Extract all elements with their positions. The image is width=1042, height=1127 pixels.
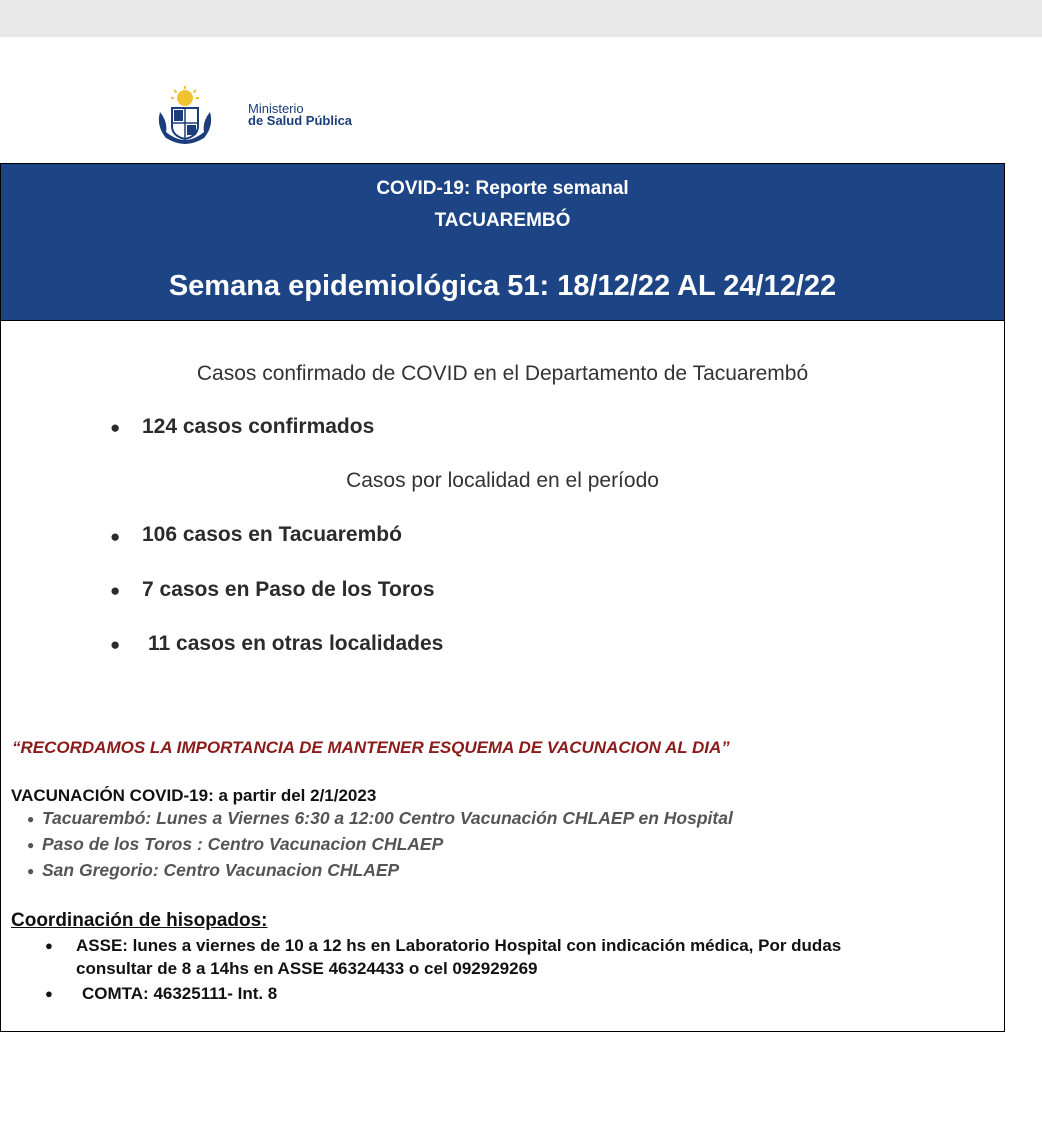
bullet-dot: ● xyxy=(110,527,121,546)
swab-item-line: ASSE: lunes a viernes de 10 a 12 hs en Laboratorio Hospital con indicación médica, Por dudas xyxy=(76,936,842,955)
epidemiological-week: Semana epidemiológica 51: 18/12/22 AL 24/12/22 xyxy=(168,270,837,302)
top-bar xyxy=(0,0,1042,37)
ministry-name xyxy=(248,103,352,127)
total-confirmed: 124 casos confirmados xyxy=(142,415,375,438)
uruguay-coat-of-arms-logo xyxy=(152,86,218,146)
swab-item-line: consultar de 8 a 14hs en ASSE 46324433 o cel 092929269 xyxy=(76,959,538,978)
swab-coordination-title: Coordinación de hisopados: xyxy=(11,910,268,931)
localities-heading: Casos por localidad en el período xyxy=(346,469,659,492)
ministry-line-2: de Salud Pública xyxy=(248,113,353,128)
ministry-line-1: Ministerio xyxy=(248,101,304,116)
bullet-dot: ● xyxy=(27,864,35,878)
swab-item-comta: COMTA: 46325111- Int. 8 xyxy=(82,984,278,1003)
locality-item: 7 casos en Paso de los Toros xyxy=(142,578,435,601)
report-department: TACUAREMBÓ xyxy=(434,210,571,231)
swab-item-asse xyxy=(76,934,841,980)
bullet-dot: ● xyxy=(45,986,53,1001)
report-title: COVID-19: Reporte semanal xyxy=(376,178,629,199)
vaccination-title: VACUNACIÓN COVID-19: a partir del 2/1/2023 xyxy=(11,786,377,805)
vaccination-reminder: “RECORDAMOS LA IMPORTANCIA DE MANTENER ESQUEMA DE VACUNACION AL DIA” xyxy=(12,738,730,757)
bullet-dot: ● xyxy=(45,938,53,953)
confirmed-heading: Casos confirmado de COVID en el Departamento de Tacuarembó xyxy=(196,362,809,385)
bullet-dot: ● xyxy=(110,418,121,437)
report-header xyxy=(1,164,1004,321)
vaccination-item: Tacuarembó: Lunes a Viernes 6:30 a 12:00 Centro Vacunación CHLAEP en Hospital xyxy=(42,808,733,828)
vaccination-item: Paso de los Toros : Centro Vacunacion CHLAEP xyxy=(42,834,444,854)
bullet-dot: ● xyxy=(27,838,35,852)
vaccination-item: San Gregorio: Centro Vacunacion CHLAEP xyxy=(42,860,400,880)
bullet-dot: ● xyxy=(110,635,121,654)
locality-item: 106 casos en Tacuarembó xyxy=(142,523,402,546)
bullet-dot: ● xyxy=(27,812,35,826)
bullet-dot: ● xyxy=(110,581,121,600)
locality-item: 11 casos en otras localidades xyxy=(148,632,444,655)
